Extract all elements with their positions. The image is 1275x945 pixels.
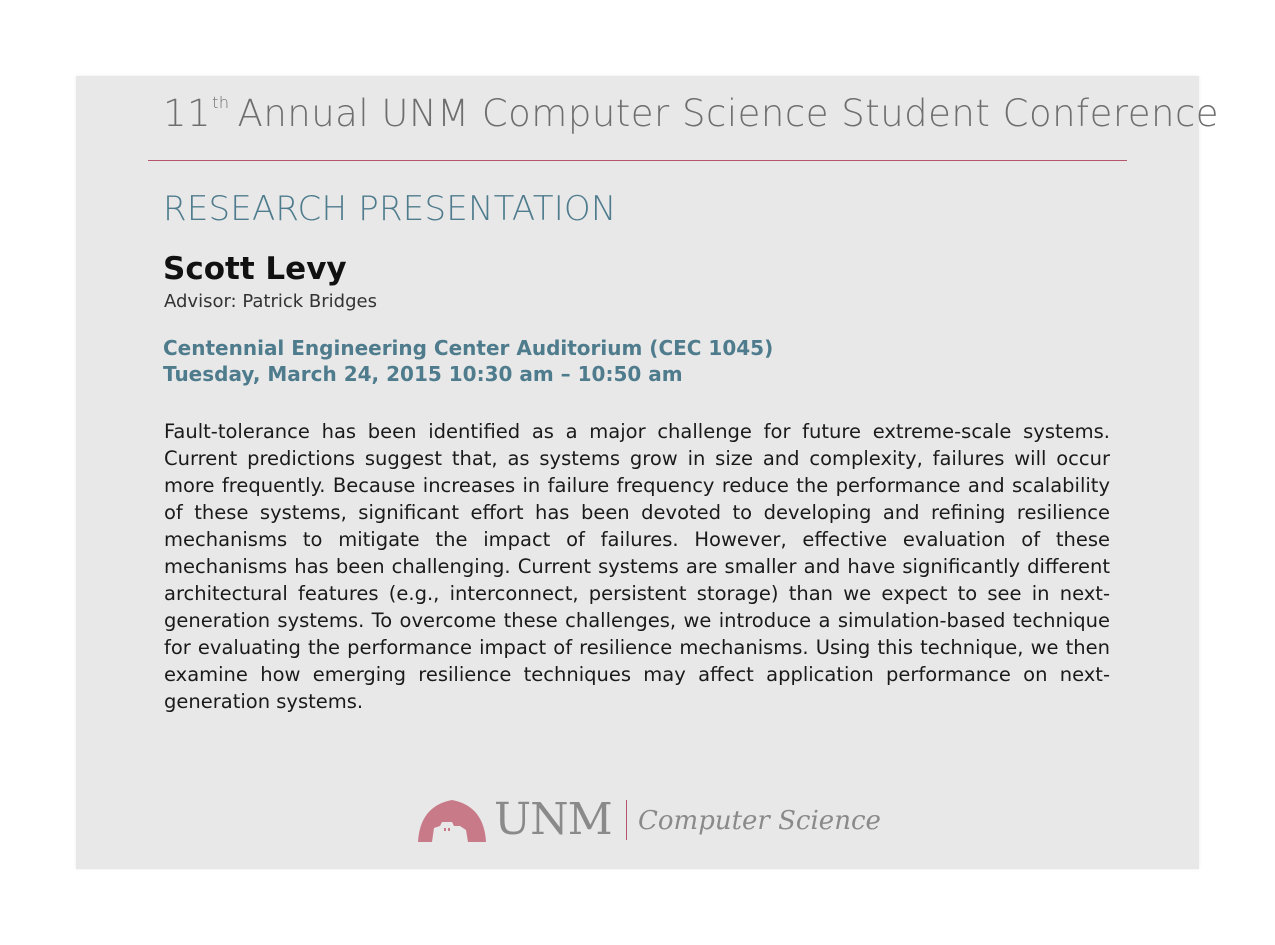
logo-wordmark: UNM (494, 794, 612, 845)
conference-title-text: Annual UNM Computer Science Student Conference (237, 92, 1220, 135)
title-divider (148, 160, 1127, 161)
conference-title (163, 92, 1219, 135)
abstract-text: Fault-tolerance has been identified as a major challenge for future extreme-scale systems. Current predictions suggest that, as systems grow in size and complexity, failures will occur more frequently. Because increases in failure frequency reduce the performance and scalability of these systems, significant effort has been devoted to developing and refining resilience mechanisms to mitigate the impact of failures. However, effective evaluation of these mechanisms has been challenging. Current systems are smaller and have significantly different architectural features (e.g., interconnect, persistent storage) than we expect to see in next-generation systems. To overcome these challenges, we introduce a simulation-based technique for evaluating the performance impact of resilience mechanisms. Using this technique, we then examine how emerging resilience techniques may affect application performance on next-generation systems. (164, 420, 1110, 713)
section-label: RESEARCH PRESENTATION (163, 189, 617, 229)
conference-ordinal-number: 11 (163, 92, 212, 135)
logo-divider (626, 800, 627, 840)
unm-pueblo-logo-icon (416, 796, 488, 844)
unm-cs-logo (416, 794, 881, 846)
speaker-name: Scott Levy (163, 251, 347, 287)
event-location: Centennial Engineering Center Auditorium (CEC 1045) (163, 336, 774, 360)
conference-ordinal-suffix: th (212, 93, 230, 112)
event-datetime: Tuesday, March 24, 2015 10:30 am – 10:50 am (163, 362, 683, 386)
advisor-line: Advisor: Patrick Bridges (164, 291, 377, 312)
logo-department: Computer Science (638, 806, 881, 836)
conference-card (76, 76, 1220, 869)
